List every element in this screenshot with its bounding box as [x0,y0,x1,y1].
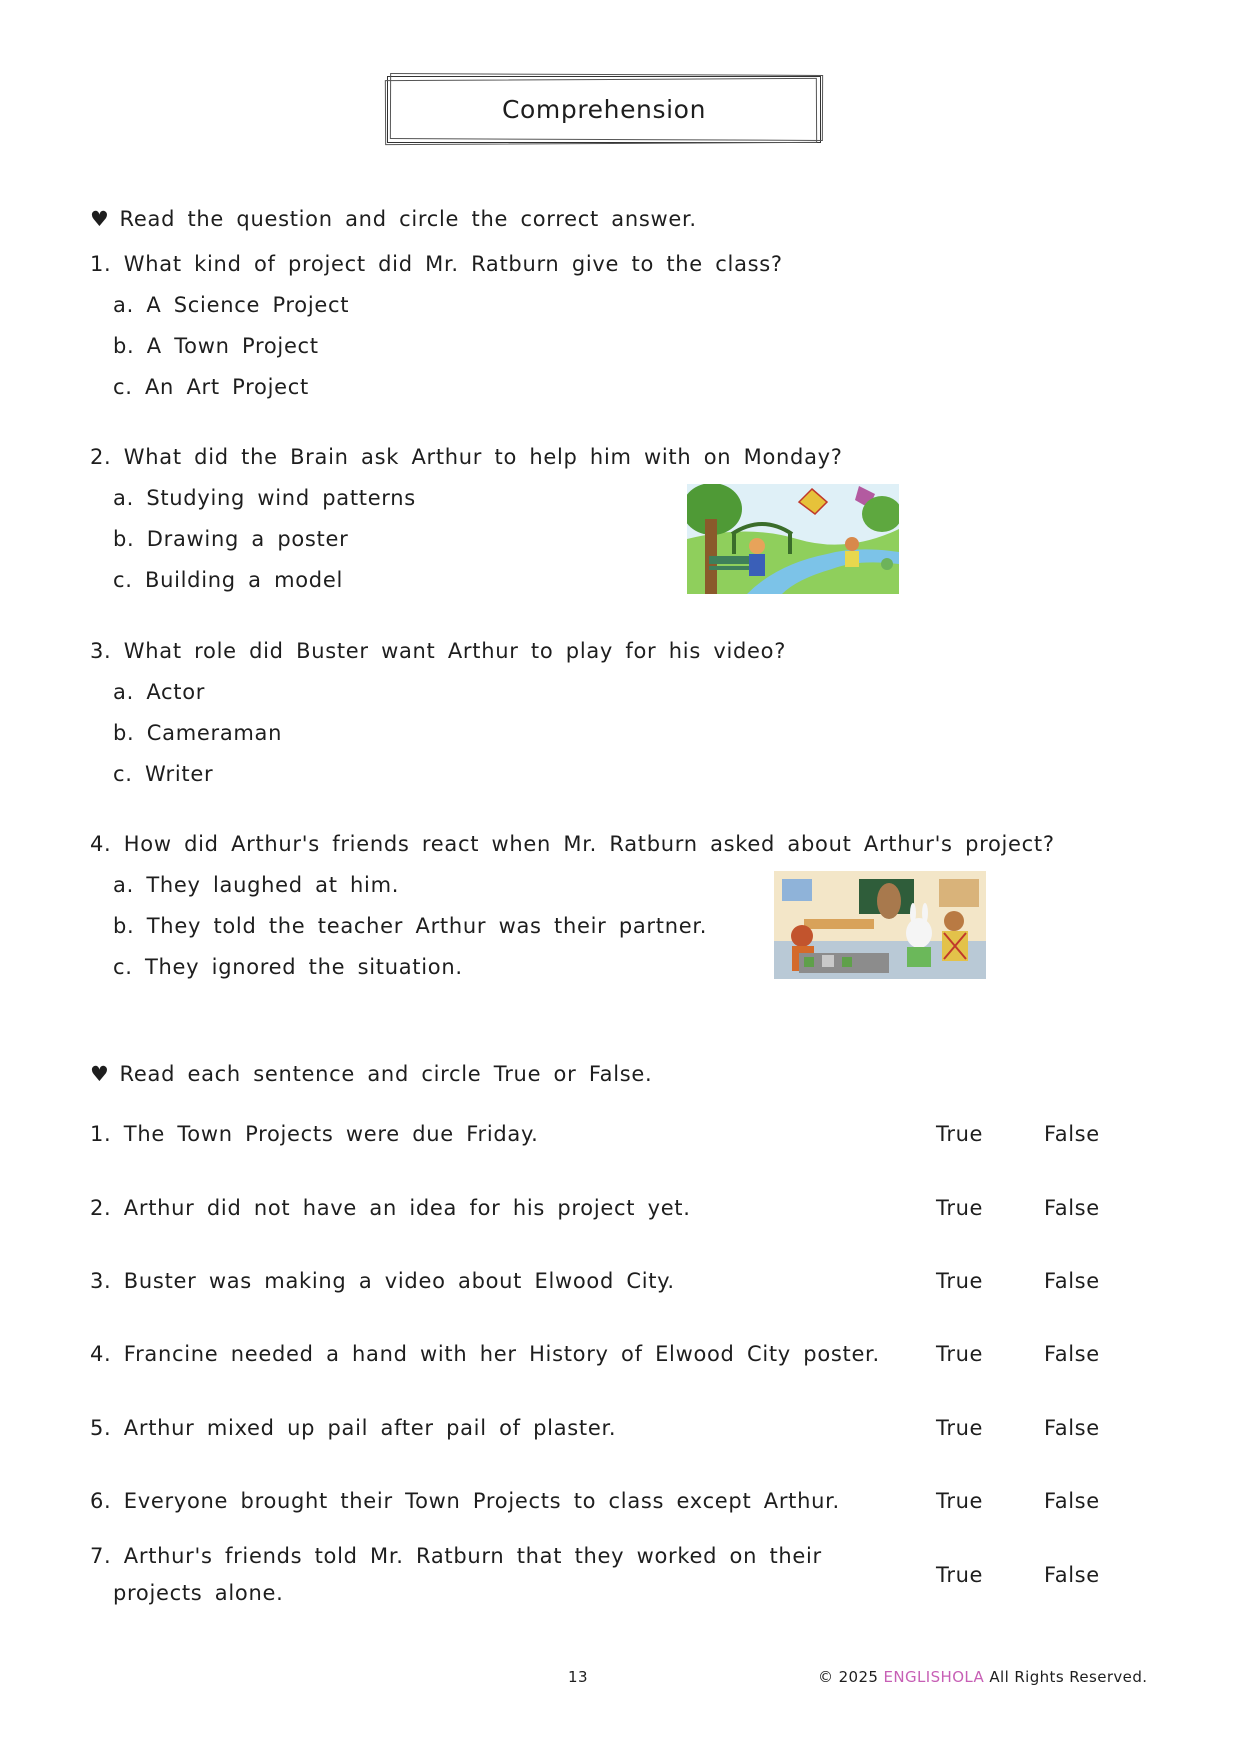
brand-name: ENGLISHOLA [883,1668,985,1686]
copyright-suffix: All Rights Reserved. [989,1668,1148,1686]
statement-4-true[interactable]: True [936,1342,984,1366]
page-number: 13 [568,1668,588,1686]
section1-instruction [90,207,697,231]
question-4-option-c[interactable]: c. They ignored the situation. [113,955,463,979]
copyright-notice [818,1668,1147,1686]
statement-5-true[interactable]: True [936,1416,984,1440]
question-1: 1. What kind of project did Mr. Ratburn give to the class? [90,252,783,276]
section2-instruction [90,1062,652,1086]
statement-7-false[interactable]: False [1044,1563,1100,1587]
title-box [387,76,821,143]
statement-7-continued: projects alone. [113,1581,284,1605]
classroom-illustration [774,871,986,979]
section2-instruction-text: Read each sentence and circle True or False. [119,1062,653,1086]
question-1-option-c[interactable]: c. An Art Project [113,375,309,399]
statement-2-false[interactable]: False [1044,1196,1100,1220]
park-illustration [687,484,899,594]
statement-4-false[interactable]: False [1044,1342,1100,1366]
question-4: 4. How did Arthur's friends react when Mr. Ratburn asked about Arthur's project? [90,832,1055,856]
statement-7: 7. Arthur's friends told Mr. Ratburn that they worked on their [90,1544,822,1568]
question-2: 2. What did the Brain ask Arthur to help him with on Monday? [90,445,843,469]
question-2-option-b[interactable]: b. Drawing a poster [113,527,349,551]
statement-3-true[interactable]: True [936,1269,984,1293]
question-3-option-a[interactable]: a. Actor [113,680,206,704]
question-3-option-c[interactable]: c. Writer [113,762,214,786]
statement-6-true[interactable]: True [936,1489,984,1513]
question-2-option-a[interactable]: a. Studying wind patterns [113,486,416,510]
question-1-option-a[interactable]: a. A Science Project [113,293,350,317]
statement-5: 5. Arthur mixed up pail after pail of plaster. [90,1416,617,1440]
statement-4: 4. Francine needed a hand with her History of Elwood City poster. [90,1342,880,1366]
statement-5-false[interactable]: False [1044,1416,1100,1440]
statement-3: 3. Buster was making a video about Elwood City. [90,1269,675,1293]
copyright-prefix: © 2025 [818,1668,879,1686]
statement-1: 1. The Town Projects were due Friday. [90,1122,539,1146]
statement-3-false[interactable]: False [1044,1269,1100,1293]
statement-7-true[interactable]: True [936,1563,984,1587]
question-2-option-c[interactable]: c. Building a model [113,568,343,592]
statement-1-false[interactable]: False [1044,1122,1100,1146]
statement-6: 6. Everyone brought their Town Projects to class except Arthur. [90,1489,840,1513]
heart-icon: ♥ [90,207,110,231]
section1-instruction-text: Read the question and circle the correct answer. [119,207,697,231]
statement-2-true[interactable]: True [936,1196,984,1220]
statement-1-true[interactable]: True [936,1122,984,1146]
statement-6-false[interactable]: False [1044,1489,1100,1513]
question-3-option-b[interactable]: b. Cameraman [113,721,283,745]
statement-2: 2. Arthur did not have an idea for his project yet. [90,1196,691,1220]
heart-icon: ♥ [90,1062,110,1086]
question-1-option-b[interactable]: b. A Town Project [113,334,319,358]
question-3: 3. What role did Buster want Arthur to play for his video? [90,639,787,663]
question-4-option-b[interactable]: b. They told the teacher Arthur was their partner. [113,914,708,938]
page-title: Comprehension [501,95,707,124]
question-4-option-a[interactable]: a. They laughed at him. [113,873,400,897]
